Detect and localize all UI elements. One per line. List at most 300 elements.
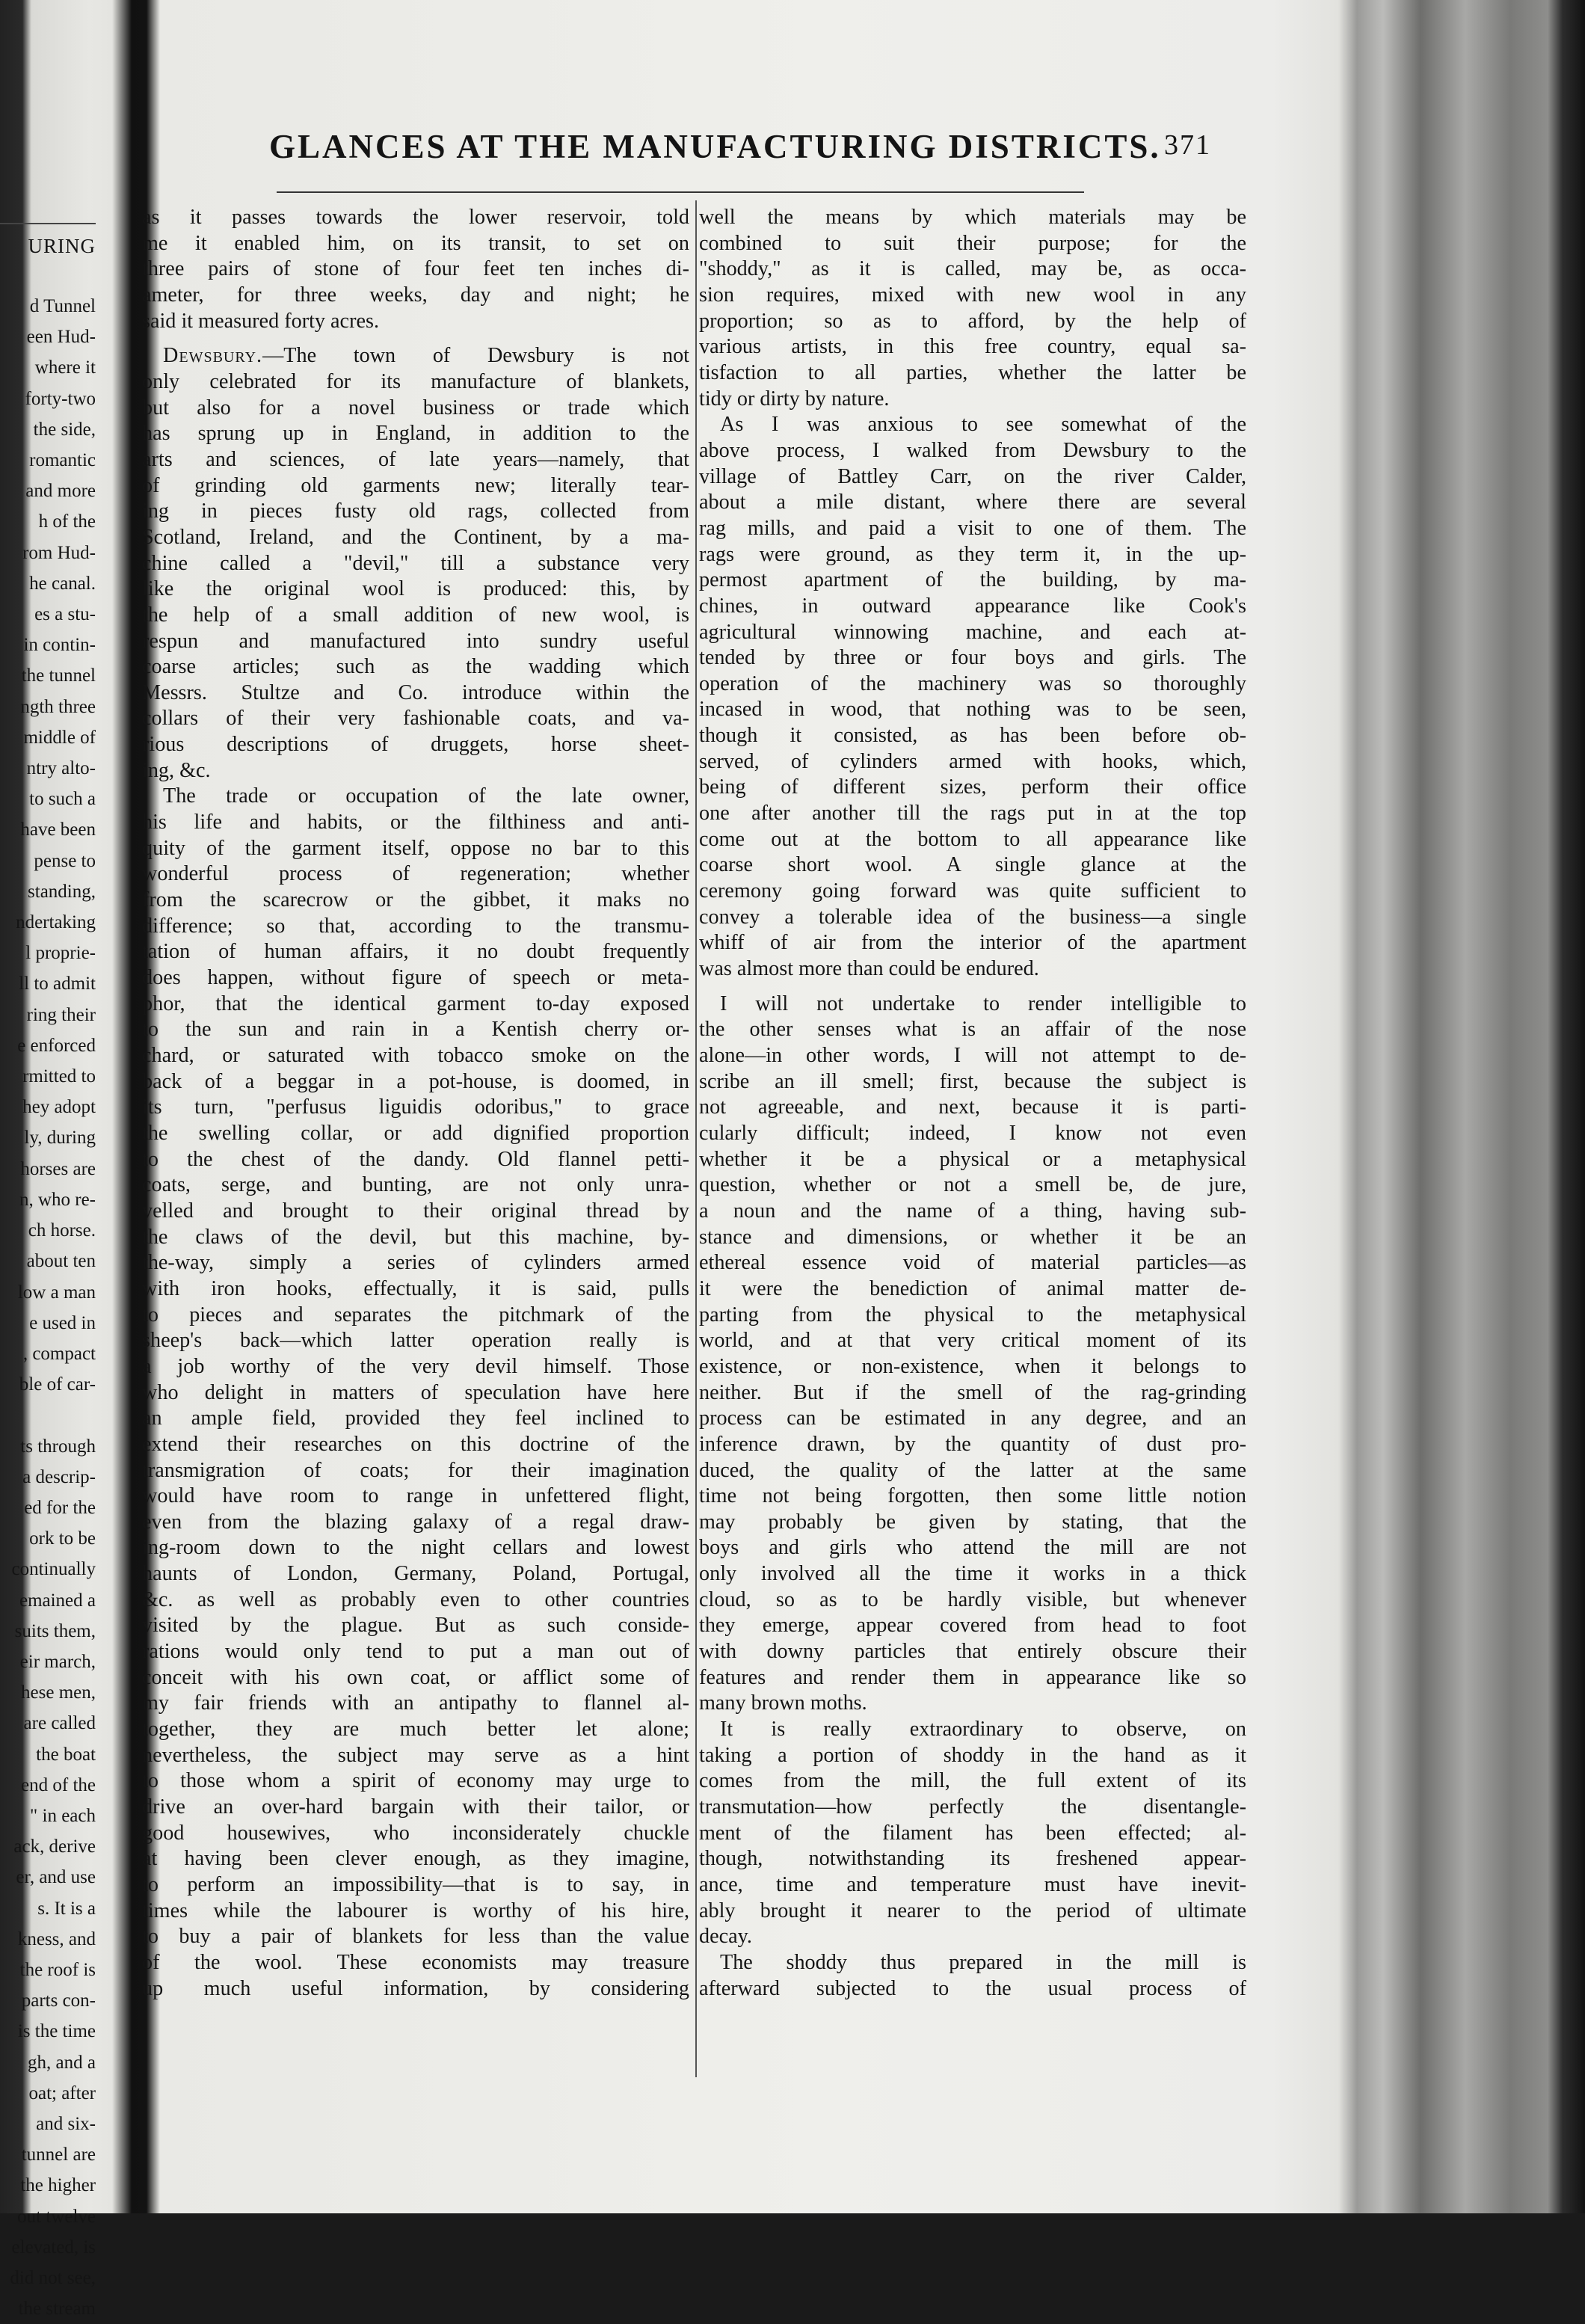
text-line — [699, 1768, 1246, 1795]
text-line — [142, 1976, 689, 2002]
text-line — [142, 1561, 689, 1587]
line-text: above process, I walked from Dewsbury to the — [699, 438, 1246, 462]
text-column-left — [142, 205, 689, 2059]
fragment-line: er, and use — [16, 1867, 96, 1888]
fragment-line: horses are — [20, 1158, 96, 1179]
fragment-line: ring their — [26, 1004, 96, 1025]
text-line — [142, 784, 689, 810]
text-line — [142, 1043, 689, 1069]
text-column-right — [699, 205, 1246, 2059]
paragraph-gap — [142, 334, 689, 343]
text-line — [699, 1510, 1246, 1536]
text-line — [142, 396, 689, 422]
line-text: chine called a "devil," till a substance very — [142, 551, 689, 575]
text-line — [699, 1484, 1246, 1510]
text-line — [142, 1172, 689, 1199]
line-text: good housewives, who inconsiderately chuckle — [142, 1821, 689, 1845]
fragment-line: is the time — [17, 2021, 96, 2042]
line-text: ably brought it nearer to the period of ultimate — [699, 1899, 1246, 1922]
text-line — [699, 1846, 1246, 1872]
text-line — [142, 205, 689, 231]
line-text: rations would only tend to put a man out of — [142, 1640, 689, 1664]
text-line — [699, 801, 1246, 827]
text-line — [142, 1276, 689, 1303]
fragment-line: rom Hud- — [22, 542, 96, 563]
text-line — [699, 645, 1246, 671]
text-line — [699, 334, 1246, 360]
fragment-line: continually — [11, 1559, 96, 1580]
text-line — [142, 965, 689, 992]
line-text: haunts of London, Germany, Poland, Portugal, — [142, 1562, 689, 1586]
line-text: to those whom a spirit of economy may urge to — [142, 1769, 689, 1793]
line-text: was almost more than could be endured. — [699, 957, 1039, 981]
line-text: comes from the mill, the full extent of its — [699, 1769, 1246, 1793]
fragment-line: n, who re- — [19, 1189, 96, 1210]
line-text: a job worthy of the very devil himself. Those — [142, 1354, 689, 1378]
text-line — [142, 551, 689, 577]
text-line — [699, 1924, 1246, 1950]
text-line — [142, 888, 689, 914]
fragment-line: gh, and a — [28, 2052, 96, 2073]
fragment-line: oat; after — [28, 2082, 96, 2103]
text-line — [142, 421, 689, 447]
text-line — [142, 732, 689, 758]
line-text: wonderful process of regeneration; whether — [142, 862, 689, 886]
page-header — [269, 127, 1211, 172]
text-line — [142, 1639, 689, 1665]
line-text: It is really extraordinary to observe, on — [720, 1718, 1246, 1742]
fragment-line: have been — [20, 820, 96, 840]
line-text: Scotland, Ireland, and the Continent, by a ma- — [142, 525, 689, 549]
page-number: 371 — [1164, 129, 1211, 161]
line-text: together, they are much better let alone; — [142, 1718, 689, 1742]
line-text: the other senses what is an affair of the nose — [699, 1018, 1246, 1042]
text-line — [699, 620, 1246, 646]
line-text: tended by three or four boys and girls. The — [699, 646, 1246, 670]
line-text: not agreeable, and next, because it is parti- — [699, 1095, 1246, 1119]
line-text: stance and dimensions, or whether it be an — [699, 1225, 1246, 1249]
line-text: collars of their very fashionable coats, and va- — [142, 707, 689, 731]
fragment-line: d Tunnel — [29, 296, 96, 316]
line-text: a noun and the name of a thing, having sub- — [699, 1199, 1246, 1223]
text-line — [142, 1017, 689, 1043]
line-text: with iron hooks, effectually, it is said, pulls — [142, 1276, 689, 1300]
line-text: they emerge, appear covered from head to foot — [699, 1614, 1246, 1638]
line-text: transmutation—how perfectly the disentangle- — [699, 1795, 1246, 1819]
line-text: existence, or non-existence, when it belongs to — [699, 1354, 1246, 1378]
fragment-line: een Hud- — [26, 327, 96, 348]
text-line — [699, 1821, 1246, 1847]
line-text: rious descriptions of druggets, horse sheet- — [142, 733, 689, 757]
line-text: ameter, for three weeks, day and night; he — [142, 283, 689, 307]
text-line — [142, 680, 689, 707]
text-line — [699, 205, 1246, 231]
line-text: his life and habits, or the filthiness and anti- — [142, 811, 689, 834]
text-line — [142, 1484, 689, 1510]
fragment-line: ntry alto- — [26, 758, 96, 779]
fragment-line: es a stu- — [34, 604, 96, 625]
line-text: come out at the bottom to all appearance like — [699, 827, 1246, 851]
line-text: to the sun and rain in a Kentish cherry or- — [142, 1018, 689, 1042]
text-line — [699, 283, 1246, 309]
text-line — [142, 525, 689, 551]
line-text: As I was anxious to see somewhat of the — [720, 413, 1246, 437]
text-line — [699, 1172, 1246, 1199]
text-line — [699, 516, 1246, 542]
line-text: taking a portion of shoddy in the hand as it — [699, 1743, 1246, 1767]
fragment-line: e used in — [29, 1312, 96, 1333]
line-text: it were the benediction of animal matter de- — [699, 1276, 1246, 1300]
text-line — [142, 1899, 689, 1925]
left-page-fragment — [0, 202, 99, 2320]
line-text: times while the labourer is worthy of his hire, — [142, 1899, 689, 1922]
fragment-line: the tunnel — [21, 665, 96, 686]
line-text: inference drawn, by the quantity of dust pro- — [699, 1432, 1246, 1456]
text-line — [699, 309, 1246, 335]
text-line — [699, 1017, 1246, 1043]
line-text: velled and brought to their original thread by — [142, 1199, 689, 1223]
text-line — [142, 836, 689, 862]
text-line — [142, 283, 689, 309]
line-text: me it enabled him, on its transit, to set on — [142, 231, 689, 255]
line-text: like the original wool is produced: this, by — [142, 577, 689, 601]
line-text: whether it be a physical or a metaphysical — [699, 1147, 1246, 1171]
line-text: The trade or occupation of the late owner, — [163, 784, 689, 808]
line-text: agricultural winnowing machine, and each at- — [699, 620, 1246, 644]
fragment-line: hey adopt — [22, 1097, 96, 1118]
line-text: transmigration of coats; for their imagination — [142, 1458, 689, 1482]
line-text: though it consisted, as has been before ob- — [699, 724, 1246, 748]
line-text: duced, the quality of the latter at the same — [699, 1458, 1246, 1482]
text-line — [699, 1795, 1246, 1821]
fragment-line: romantic — [29, 450, 96, 471]
text-line — [142, 758, 689, 784]
text-line — [142, 499, 689, 525]
fragment-line: the higher — [20, 2175, 96, 2196]
text-line — [142, 1872, 689, 1899]
line-text: the-way, simply a series of cylinders armed — [142, 1251, 689, 1275]
text-line — [699, 1950, 1246, 1976]
fragment-line — [0, 1400, 99, 1430]
line-text: said it measured forty acres. — [142, 309, 379, 333]
line-text: conceit with his own coat, or afflict some of — [142, 1665, 689, 1689]
text-line — [699, 360, 1246, 387]
line-text: convey a tolerable idea of the business—a single — [699, 905, 1246, 929]
text-line — [699, 827, 1246, 853]
fragment-line: , compact — [22, 1343, 96, 1364]
text-line — [142, 1095, 689, 1121]
fragment-line: forty-two — [25, 388, 96, 409]
fragment-line: eir march, — [19, 1651, 96, 1672]
text-line — [699, 1665, 1246, 1691]
text-line — [142, 1768, 689, 1795]
text-line — [699, 1691, 1246, 1717]
line-text: many brown moths. — [699, 1691, 867, 1715]
fragment-line: ch horse. — [28, 1220, 96, 1241]
text-line — [142, 1328, 689, 1354]
text-line — [142, 1225, 689, 1251]
section-lead: Dewsbury. — [163, 344, 263, 368]
line-text: has sprung up in England, in addition to the — [142, 422, 689, 446]
fragment-line: hese men, — [21, 1682, 96, 1703]
line-text: question, whether or not a smell be, de jure, — [699, 1173, 1246, 1197]
text-line — [699, 594, 1246, 620]
text-line — [142, 1510, 689, 1536]
fragment-line: out twelve — [17, 2206, 96, 2227]
line-text: at having been clever enough, as they imagine, — [142, 1847, 689, 1871]
line-text: only celebrated for its manufacture of blankets, — [142, 369, 689, 393]
line-text: rag mills, and paid a visit to one of them. The — [699, 516, 1246, 540]
line-text: parting from the physical to the metaphysical — [699, 1303, 1246, 1327]
fragment-line: he canal. — [29, 573, 96, 594]
text-line — [142, 861, 689, 888]
text-line — [142, 1950, 689, 1976]
fragment-line: pense to — [34, 850, 96, 871]
fragment-line: rmitted to — [22, 1066, 96, 1087]
line-text: village of Battley Carr, on the river Calder, — [699, 464, 1246, 488]
fragment-line: where it — [34, 357, 96, 378]
line-text: combined to suit their purpose; for the — [699, 231, 1246, 255]
text-line — [699, 568, 1246, 594]
text-line — [142, 1924, 689, 1950]
column-divider — [695, 200, 697, 2077]
text-line — [699, 1380, 1246, 1407]
line-text: may probably be given by stating, that the — [699, 1510, 1246, 1534]
line-text: who delight in matters of speculation have here — [142, 1380, 689, 1404]
text-line — [142, 343, 689, 369]
text-line — [699, 1899, 1246, 1925]
line-text: "shoddy," as it is called, may be, as occa- — [699, 257, 1246, 281]
text-line — [699, 1639, 1246, 1665]
text-line — [699, 1432, 1246, 1458]
text-line — [142, 939, 689, 965]
line-text: the help of a small addition of new wool, is — [142, 603, 689, 627]
line-text: my fair friends with an antipathy to flannel al- — [142, 1691, 689, 1715]
text-line — [142, 1380, 689, 1407]
fragment-line: a descrip- — [22, 1466, 96, 1487]
left-page-heading: URING — [0, 223, 96, 258]
text-line — [142, 1795, 689, 1821]
text-line — [699, 387, 1246, 413]
text-line — [699, 775, 1246, 801]
line-text: quity of the garment itself, oppose no bar to this — [142, 836, 689, 860]
line-text: drive an over-hard bargain with their tailor, or — [142, 1795, 689, 1819]
text-line — [699, 1225, 1246, 1251]
line-text: even from the blazing galaxy of a regal draw- — [142, 1510, 689, 1534]
text-line — [699, 1717, 1246, 1743]
text-line — [699, 256, 1246, 283]
line-text: Messrs. Stultze and Co. introduce within the — [142, 680, 689, 704]
text-line — [699, 542, 1246, 568]
text-line — [699, 1069, 1246, 1095]
text-line — [699, 490, 1246, 516]
running-head: GLANCES AT THE MANUFACTURING DISTRICTS. — [269, 128, 1161, 165]
line-text: respun and manufactured into sundry useful — [142, 629, 689, 653]
line-text: to the chest of the dandy. Old flannel petti- — [142, 1147, 689, 1171]
fragment-line: ly, during — [24, 1128, 96, 1149]
fragment-line: ndertaking — [16, 912, 96, 933]
line-text: permost apartment of the building, by ma- — [699, 568, 1246, 592]
line-text: to buy a pair of blankets for less than the value — [142, 1925, 689, 1949]
fragment-line: parts con- — [21, 1991, 96, 2011]
line-text: an ample field, provided they feel inclined to — [142, 1407, 689, 1430]
line-text: tation of human affairs, it no doubt frequently — [142, 940, 689, 964]
fragment-line: and more — [25, 481, 96, 502]
line-text: visited by the plague. But as such conside- — [142, 1614, 689, 1638]
text-line — [699, 1458, 1246, 1484]
line-text: phor, that the identical garment to-day exposed — [142, 992, 689, 1015]
fragment-line: ngth three — [20, 696, 96, 717]
text-line — [699, 1354, 1246, 1380]
text-line — [142, 473, 689, 499]
text-line — [699, 1199, 1246, 1225]
line-text: to pieces and separates the pitchmark of the — [142, 1303, 689, 1327]
text-line — [142, 654, 689, 680]
fragment-line: are called — [23, 1713, 96, 1734]
text-line — [699, 1872, 1246, 1899]
line-text: ment of the filament has been effected; al- — [699, 1821, 1246, 1845]
line-text: process can be estimated in any degree, and an — [699, 1407, 1246, 1430]
text-line — [142, 629, 689, 655]
line-text: cularly difficult; indeed, I know not even — [699, 1121, 1246, 1145]
line-text: well the means by which materials may be — [699, 206, 1246, 229]
line-text: the swelling collar, or add dignified proportion — [142, 1121, 689, 1145]
line-text: The shoddy thus prepared in the mill is — [720, 1950, 1246, 1974]
fragment-line: s. It is a — [37, 1898, 96, 1919]
fragment-line: the side, — [33, 419, 96, 440]
text-line — [142, 1406, 689, 1432]
line-text: ethereal essence void of material particles—as — [699, 1251, 1246, 1275]
text-line — [142, 1743, 689, 1769]
text-line — [699, 930, 1246, 956]
text-line — [142, 1354, 689, 1380]
line-text: various artists, in this free country, equal sa- — [699, 335, 1246, 359]
fragment-line: e enforced — [17, 1035, 96, 1056]
text-line — [142, 1303, 689, 1329]
fragment-line: to such a — [29, 789, 96, 810]
fragment-line: and six- — [36, 2113, 96, 2134]
line-text: back of a beggar in a pot-house, is doomed, in — [142, 1069, 689, 1093]
fragment-line: kness, and — [17, 1928, 96, 1949]
fragment-line: standing, — [28, 881, 96, 902]
text-line — [699, 464, 1246, 491]
line-text: chines, in outward appearance like Cook's — [699, 594, 1246, 618]
text-line — [142, 1535, 689, 1561]
line-text: the claws of the devil, but this machine, by- — [142, 1225, 689, 1249]
line-text: being of different sizes, perform their office — [699, 775, 1246, 799]
line-text: whiff of air from the interior of the apartment — [699, 931, 1246, 955]
text-line — [699, 1535, 1246, 1561]
line-text: up much useful information, by considering — [142, 1976, 689, 2000]
fragment-line: ork to be — [29, 1528, 96, 1549]
text-line — [699, 1406, 1246, 1432]
fragment-line: ble of car- — [19, 1374, 96, 1395]
line-text: world, and at that very critical moment of its — [699, 1329, 1246, 1353]
text-line — [699, 1328, 1246, 1354]
line-text: coats, serge, and bunting, are not only unra- — [142, 1173, 689, 1197]
text-line — [142, 1717, 689, 1743]
fragment-line: the roof is — [19, 1959, 96, 1980]
line-text: scribe an ill smell; first, because the subject is — [699, 1069, 1246, 1093]
line-text: served, of cylinders armed with hooks, which, — [699, 749, 1246, 773]
fragment-line: low a man — [17, 1282, 96, 1303]
text-line — [699, 723, 1246, 749]
line-text: sheep's back—which latter operation really is — [142, 1329, 689, 1353]
paragraph-gap — [699, 983, 1246, 992]
text-line — [142, 1069, 689, 1095]
line-text: cloud, so as to be hardly visible, but whenever — [699, 1587, 1246, 1611]
line-text: decay. — [699, 1925, 752, 1949]
fragment-line: l proprie- — [25, 943, 96, 964]
text-line — [699, 1121, 1246, 1147]
line-text: neither. But if the smell of the rag-grinding — [699, 1380, 1246, 1404]
text-line — [142, 603, 689, 629]
fragment-line: " in each — [30, 1805, 96, 1826]
line-text: boys and girls who attend the mill are not — [699, 1536, 1246, 1560]
line-text: coarse articles; such as the wadding which — [142, 655, 689, 679]
text-line — [699, 852, 1246, 879]
line-text: does happen, without figure of speech or meta- — [142, 966, 689, 990]
line-text: chard, or saturated with tobacco smoke on the — [142, 1044, 689, 1067]
line-text: &c. as well as probably even to other countries — [142, 1587, 689, 1611]
text-line — [142, 1665, 689, 1691]
line-text: but also for a novel business or trade which — [142, 396, 689, 419]
text-line — [699, 1147, 1246, 1173]
text-line — [142, 1613, 689, 1639]
text-line — [142, 914, 689, 940]
text-line — [699, 1613, 1246, 1639]
line-text: difference; so that, according to the transmu- — [142, 914, 689, 938]
text-line — [699, 1303, 1246, 1329]
line-text: operation of the machinery was so thoroughly — [699, 671, 1246, 695]
fragment-line: about ten — [26, 1251, 96, 1272]
text-line — [142, 706, 689, 732]
fragment-line: elevated, is — [11, 2237, 96, 2257]
text-line — [142, 1691, 689, 1717]
line-text: incased in wood, that nothing was to be seen, — [699, 698, 1246, 722]
text-line — [142, 810, 689, 836]
line-text: alone—in other words, I will not attempt to de- — [699, 1044, 1246, 1067]
text-line — [699, 1250, 1246, 1276]
line-text: with downy particles that entirely obscure their — [699, 1640, 1246, 1664]
line-text: rags were ground, as they term it, in the up- — [699, 542, 1246, 566]
header-rule — [277, 191, 1084, 193]
line-text: afterward subjected to the usual process of — [699, 1976, 1246, 2000]
text-line — [142, 1458, 689, 1484]
line-text: arts and sciences, of late years—namely, that — [142, 447, 689, 471]
line-text: I will not undertake to render intelligible to — [720, 992, 1246, 1015]
text-line — [142, 1587, 689, 1614]
fragment-line: end of the — [21, 1774, 96, 1795]
text-line — [699, 956, 1246, 983]
text-line — [142, 1250, 689, 1276]
line-text: of grinding old garments new; literally tear- — [142, 473, 689, 497]
line-text: proportion; so as to afford, by the help of — [699, 309, 1246, 333]
line-text: though, notwithstanding its freshened appear- — [699, 1847, 1246, 1871]
line-text: sion requires, mixed with new wool in any — [699, 283, 1246, 307]
text-line — [142, 992, 689, 1018]
text-line — [142, 369, 689, 396]
line-text: features and render them in appearance like so — [699, 1665, 1246, 1689]
fragment-line: ack, derive — [13, 1836, 96, 1857]
fragment-line: ed for the — [24, 1497, 96, 1518]
line-text: only involved all the time it works in a thick — [699, 1562, 1246, 1586]
text-line — [142, 1147, 689, 1173]
line-text: of the wool. These economists may treasure — [142, 1950, 689, 1974]
text-line — [699, 1095, 1246, 1121]
text-line — [699, 992, 1246, 1018]
fragment-line: did not see, — [10, 2268, 96, 2288]
